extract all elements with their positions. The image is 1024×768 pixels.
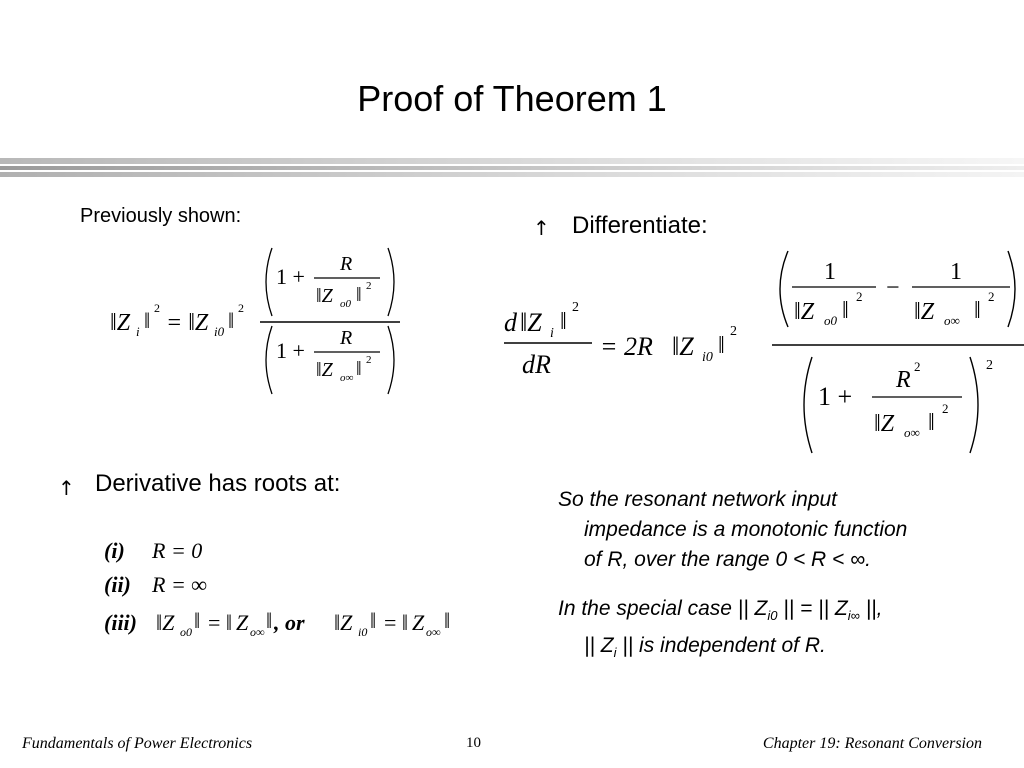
svg-text:R: R [896, 367, 911, 393]
svg-text:2: 2 [366, 280, 372, 292]
svg-text:Z: Z [236, 610, 249, 635]
svg-text:‖: ‖ [356, 358, 362, 380]
title-divider-top [0, 158, 1024, 164]
svg-text:‖: ‖ [266, 608, 273, 633]
svg-text:2: 2 [154, 301, 160, 315]
svg-text:2: 2 [986, 358, 993, 373]
svg-text:o∞: o∞ [904, 425, 920, 440]
svg-text:1: 1 [824, 259, 836, 285]
svg-text:‖Z: ‖Z [156, 610, 175, 635]
svg-text:‖Z: ‖Z [794, 299, 815, 325]
svg-text:2: 2 [730, 324, 737, 339]
svg-text:‖: ‖ [928, 410, 935, 436]
svg-text:, or: , or [274, 610, 305, 635]
svg-text:dR: dR [522, 350, 551, 379]
impedance-equation [100, 240, 410, 400]
conclusion-line-2: impedance is a monotonic function [584, 518, 908, 541]
svg-text:‖: ‖ [228, 308, 235, 333]
svg-text:‖Z: ‖Z [316, 359, 333, 381]
conclusion-text [558, 485, 998, 575]
svg-text:2: 2 [856, 289, 863, 304]
footer-right: Chapter 19: Resonant Conversion [762, 735, 982, 752]
svg-text:R: R [340, 327, 353, 349]
svg-text:i: i [136, 324, 140, 339]
svg-text:2: 2 [942, 401, 949, 416]
svg-text:i: i [550, 326, 554, 341]
svg-text:1 +: 1 + [818, 382, 853, 411]
svg-text:Z: Z [412, 610, 425, 635]
title-divider-bottom [0, 172, 1024, 177]
root-ii-equation: R = ∞ [152, 572, 207, 597]
previously-shown-label: Previously shown: [80, 205, 242, 227]
derivative-equation [500, 245, 1024, 460]
conclusion-line-1: So the resonant network input [558, 488, 838, 511]
svg-text:‖Z: ‖Z [316, 285, 333, 307]
svg-text:o0: o0 [340, 298, 351, 310]
title-divider-middle [0, 166, 1024, 170]
svg-text:1 +: 1 + [276, 338, 305, 363]
differentiate-label: Differentiate: [572, 212, 708, 239]
slide-title: Proof of Theorem 1 [357, 78, 667, 119]
svg-text:o0: o0 [180, 625, 192, 639]
eq1-lhs: ‖Z [110, 310, 131, 336]
svg-text:‖Z: ‖Z [334, 610, 353, 635]
bullet-arrow-icon: ↑ [58, 476, 75, 500]
svg-text:‖: ‖ [144, 308, 151, 333]
conclusion-line-3: of R, over the range 0 < R < ∞. [584, 548, 871, 571]
footer-left: Fundamentals of Power Electronics [22, 735, 253, 752]
svg-text:2: 2 [366, 354, 372, 366]
svg-text:−: − [886, 275, 900, 301]
svg-text:o0: o0 [824, 313, 837, 328]
svg-text:i0: i0 [214, 324, 225, 339]
roots-label: Derivative has roots at: [95, 470, 341, 497]
root-iii-label: (iii) [104, 610, 137, 635]
svg-text:‖: ‖ [974, 298, 981, 324]
svg-text:o∞: o∞ [944, 313, 960, 328]
svg-text:R: R [340, 253, 353, 275]
svg-text:‖Z: ‖Z [914, 299, 935, 325]
svg-text:2: 2 [988, 289, 995, 304]
bullet-arrow-icon: ↑ [533, 216, 550, 240]
svg-text:o∞: o∞ [250, 625, 265, 639]
svg-text:‖Z: ‖Z [874, 411, 895, 437]
special-case-line-1: In the special case || $Z_{i0}$ || = || $Z_{i\infty}$ ||, [558, 597, 883, 624]
svg-text:‖: ‖ [718, 333, 725, 359]
svg-text:‖: ‖ [444, 608, 451, 633]
svg-text:i0: i0 [358, 625, 368, 639]
svg-text:i0: i0 [702, 350, 713, 365]
roots-list [100, 530, 480, 650]
svg-text:2: 2 [914, 359, 921, 374]
eq1-rhs: = ‖Z [166, 310, 209, 336]
svg-text:1: 1 [950, 259, 962, 285]
page-number: 10 [466, 735, 481, 751]
root-ii-label: (ii) [104, 572, 131, 597]
svg-text:1 +: 1 + [276, 264, 305, 289]
svg-text:‖: ‖ [842, 298, 849, 324]
svg-text:= 2R: = 2R [600, 332, 653, 361]
svg-text:2: 2 [572, 300, 579, 315]
svg-text:‖: ‖ [560, 309, 567, 335]
svg-text:o∞: o∞ [426, 625, 441, 639]
root-i-equation: R = 0 [152, 538, 203, 563]
svg-text:‖: ‖ [194, 608, 201, 633]
svg-text:‖Z: ‖Z [672, 332, 694, 361]
svg-text:‖Z: ‖Z [520, 308, 542, 337]
svg-text:‖: ‖ [370, 608, 377, 633]
svg-text:2: 2 [238, 301, 244, 315]
special-case-text [558, 594, 998, 668]
root-i-label: (i) [104, 538, 125, 563]
svg-text:d: d [504, 308, 517, 337]
special-case-line-2: || $Z_i$ || is independent of R. [584, 634, 826, 661]
svg-text:= ‖: = ‖ [384, 610, 409, 635]
svg-text:= ‖: = ‖ [208, 610, 233, 635]
svg-text:‖: ‖ [356, 284, 362, 306]
svg-text:o∞: o∞ [340, 372, 354, 384]
